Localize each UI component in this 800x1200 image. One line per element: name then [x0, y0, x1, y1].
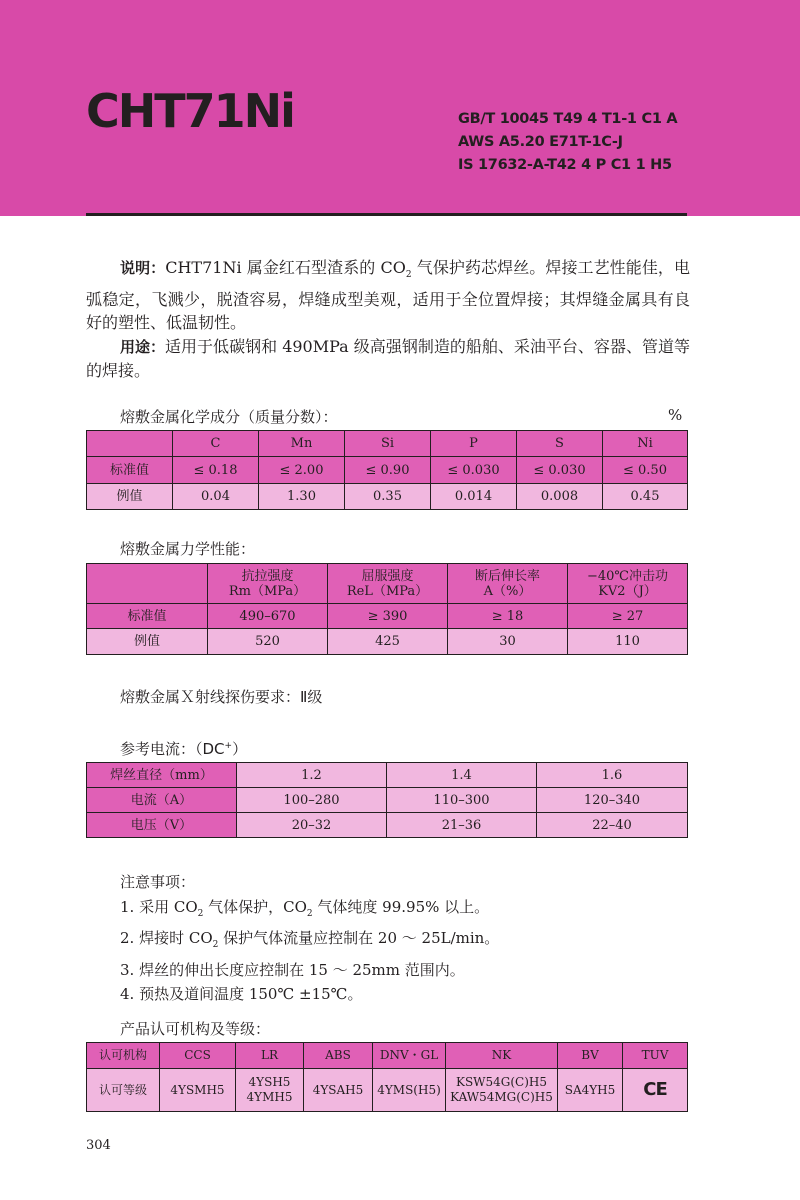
header-rule — [86, 213, 687, 216]
description-para: 说明：CHT71Ni 属金红石型渣系的 $CO_2$ 气保护药芯焊丝。焊接工艺性能佳，电弧稳定，飞溅少，脱渣容易，焊缝成型美观，适用于全位置焊接；其焊缝金属具有良好的塑性、低温韧性。 — [86, 258, 690, 333]
table-row: 标准值 ≤ 0.18 ≤ 2.00 ≤ 0.90 ≤ 0.030 ≤ 0.030 ≤ 0.50 — [87, 457, 688, 484]
note-3: 3. 焊丝的伸出长度应控制在 15 ～ 25mm 范围内。 — [120, 960, 465, 979]
current-table — [86, 762, 688, 838]
xray-requirement: 熔敷金属Ｘ射线探伤要求：Ⅱ级 — [120, 688, 323, 706]
note-1: 1. 采用 $CO_2$ 气体保护，$CO_2$ 气体纯度 99.95% 以上。 — [120, 897, 490, 919]
description-label: 说明： — [120, 259, 166, 277]
chemistry-table — [86, 430, 688, 510]
table-row: C Mn Si P S Ni — [87, 431, 688, 457]
note-4: 4. 预热及道间温度 150℃ ±15℃。 — [120, 985, 363, 1003]
usage-label: 用途： — [120, 337, 166, 356]
table-row: 焊丝直径（mm） 1.2 1.4 1.6 — [87, 763, 688, 788]
certification-table — [86, 1042, 688, 1112]
ce-mark-icon: CE — [643, 1078, 667, 1100]
chemistry-heading: 熔敷金属化学成分（质量分数）： — [120, 408, 338, 426]
header-band — [0, 0, 800, 216]
table-row: 抗拉强度 Rm（MPa） 屈服强度 ReL（MPa） 断后伸长率 A（%） −40℃冲击功 KV2（J） — [87, 564, 688, 604]
standard-gb: GB/T 10045 T49 4 T1-1 C1 A — [458, 111, 678, 127]
table-row: 标准值 490–670 ≥ 390 ≥ 18 ≥ 27 — [87, 604, 688, 629]
certification-heading: 产品认可机构及等级： — [120, 1020, 271, 1038]
table-row: 认可等级 4YSMH5 4YSH5 4YMH5 4YSAH5 4YMS(H5) KSW54G(C)H5 KAW54MG(C)H5 SA4YH5 CE — [87, 1069, 688, 1112]
notes-heading: 注意事项： — [120, 873, 196, 891]
standard-aws: AWS A5.20 E71T-1C-J — [458, 134, 623, 150]
mechanical-table — [86, 563, 688, 655]
description — [86, 256, 690, 383]
table-row: 例值 0.04 1.30 0.35 0.014 0.008 0.45 — [87, 484, 688, 510]
note-2: 2. 焊接时 $CO_2$ 保护气体流量应控制在 20 ～ 25L/min。 — [120, 929, 500, 950]
standards-list — [458, 108, 677, 177]
table-row: 电压（V） 20–32 21–36 22–40 — [87, 813, 688, 838]
standard-is: IS 17632-A-T42 4 P C1 1 H5 — [458, 157, 672, 173]
table-row: 例值 520 425 30 110 — [87, 629, 688, 655]
page-number: 304 — [86, 1138, 111, 1153]
mechanical-heading: 熔敷金属力学性能： — [120, 540, 256, 558]
table-row: 认可机构 CCS LR ABS DNV・GL NK BV TUV — [87, 1043, 688, 1069]
product-title: CHT71Ni — [86, 84, 294, 138]
table-row: 电流（A） 100–280 110–300 120–340 — [87, 788, 688, 813]
usage-para: 用途：适用于低碳钢和 490MPa 级高强钢制造的船舶、采油平台、容器、管道等的焊接。 — [86, 336, 690, 381]
current-heading: 参考电流：（DC+） — [120, 740, 248, 758]
notes — [120, 870, 499, 1007]
chemistry-unit: % — [668, 406, 683, 424]
